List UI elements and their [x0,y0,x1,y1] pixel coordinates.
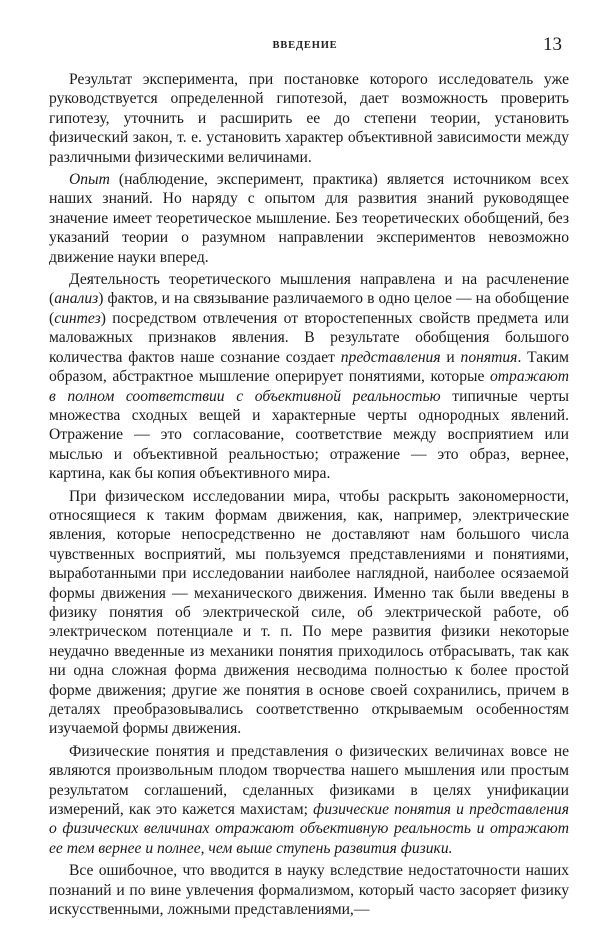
paragraph-text: При физическом исследовании мира, чтобы раскрыть закономерности, относящиеся к таким формам движения, как, например, электрические явления, которые непосредственно не доставляют нам большого числа чувственных восприятий, мы пользуемся представлениями и понятиями, выработанными при исследовании наиболее наглядной, наиболее осязаемой формы движения — механического движения. Именно так были введены в физику понятия об электрической силе, об электрической работе, об электрическом потенциале и т. п. По мере развития физики некоторые неудачно введенные из механики понятия приходилось отбрасывать, так как ни одна сложная форма движения несводима полностью к более простой форме движения; другие же понятия в основе своей сохранились, причем в деталях преобразовывались соответственно открываемым особенностям изучаемой формы движения. [49,487,569,738]
paragraph-text: Все ошибочное, что вводится в науку вследствие недостаточности наших познаний и по вине увлечения формализмом, который часто засоряет физику искусственными, ложными представлениями,— [49,862,569,919]
paragraph-text: Физические понятия и представления о физических величинах вовсе не являются произвольным плодом творчества нашего мышления или простым результатом соглашений, сделанных физиками в целях унификации измерений, как это кажется махистам; [49,742,569,819]
paragraph-text: ) посредством отвлечения от второстепенных свойств предмета или маловажных признаков явления. В результате обобщения большого количества фактов наше сознание создает [49,309,569,366]
paragraph-text: Результат эксперимента, при постановке которого исследователь уже руководствуется определенной гипотезой, дает возможность проверить гипотезу, уточнить и расширить ее до степени теории, установить физический закон, т. е. установить характер объективной зависимости между различными физическими величинами. [49,71,569,166]
emphasized-text: физические понятия и представления о физических величинах отражают объективную реальность и отражают ее тем вернее и полнее, чем выше ступень развития физики. [49,801,569,857]
paragraph [49,487,569,739]
emphasized-text: синтез [54,309,101,327]
paragraph-text: (наблюдение, эксперимент, практика) является источником всех наших знаний. Но наряду с опытом для развития знаний руководящее значение имеет теоретическое мышление. Без теоретических обобщений, без указаний теории о разумном направлении экспериментов невозможно движение науки вперед. [49,171,569,266]
paragraph-text: типичные черты множества сходных вещей и характерные черты однородных явлений. Отражение — это согласование, соответствие между восприятием или мыслью и объективной реальностью; отражение — это образ, вернее, картина, как бы копия объективного мира. [49,387,569,483]
emphasized-text: отражают в полном соответствии с объективной реальностью [49,368,569,405]
paragraph-text: ) фактов, и на связывание различаемого в одно целое — на обобщение ( [49,290,569,327]
paragraph-text: и [440,348,461,366]
paragraph-text: Деятельность теоретического мышления направлена и на расчленение ( [49,271,569,308]
emphasized-text: представления [340,348,441,366]
running-title: ВВЕДЕНИЕ [272,40,338,51]
paragraph [49,861,569,919]
emphasized-text: анализ [54,290,99,308]
paragraph [49,170,569,267]
paragraph [49,70,569,167]
paragraph-text: . Таким образом, абстрактное мышление оперирует понятиями, которые [49,348,569,386]
emphasized-text: Опыт [69,171,110,189]
page-header [0,34,610,58]
paragraph [49,742,569,858]
paragraph [49,270,569,483]
body-text [49,70,569,919]
page-number: 13 [543,34,562,55]
emphasized-text: понятия [460,348,518,366]
